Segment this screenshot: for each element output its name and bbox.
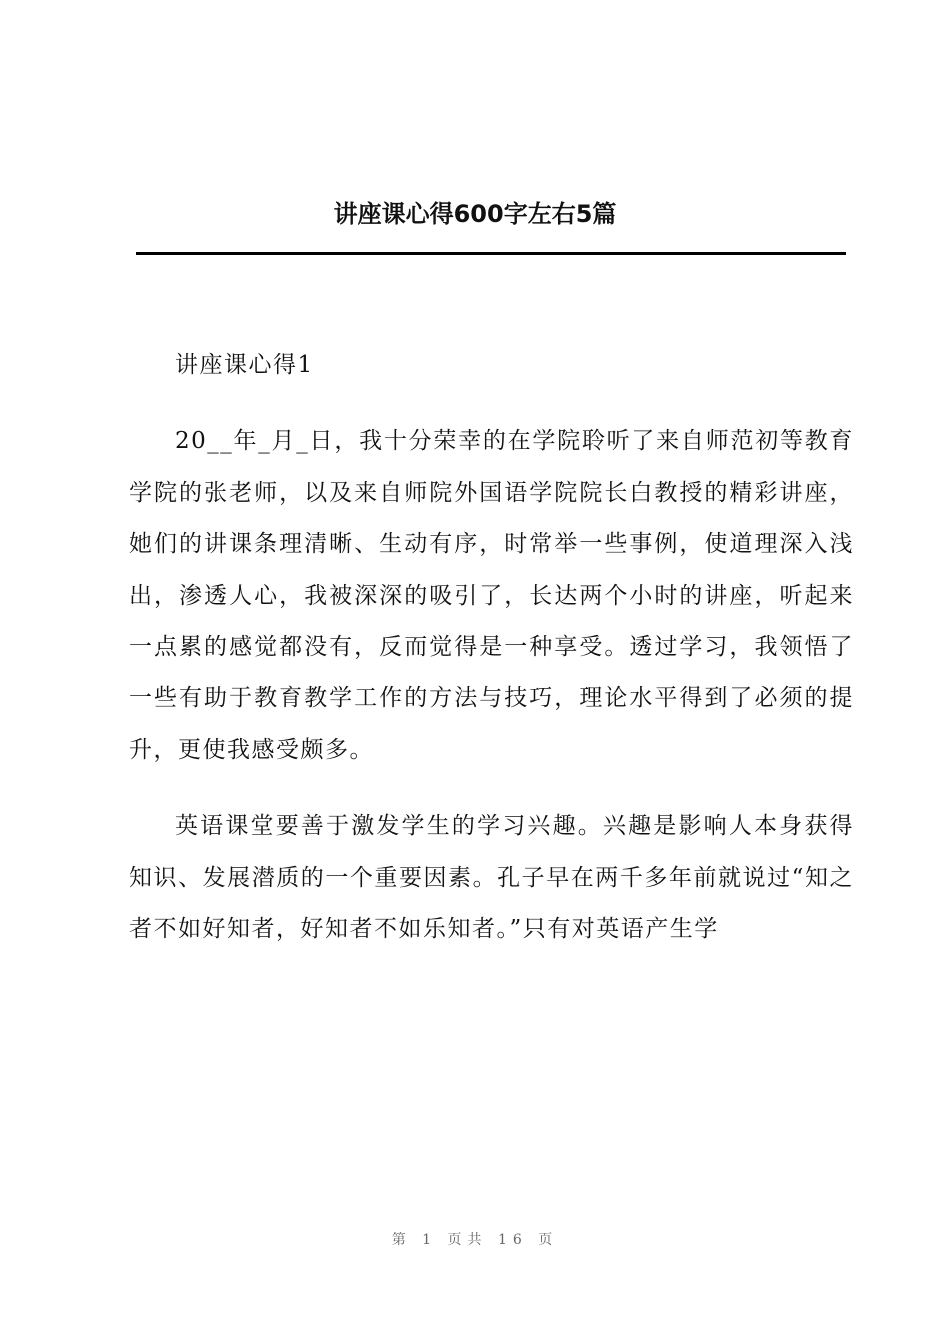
section-heading: 讲座课心得1 (175, 352, 314, 378)
document-body (129, 340, 854, 955)
document-title: 讲座课心得600字左右5篇 (333, 200, 617, 228)
title-underline (136, 252, 846, 255)
paragraph-1: 20__年_月_日，我十分荣幸的在学院聆听了来自师范初等教育学院的张老师，以及来自师院外国语学院院长白教授的精彩讲座，她们的讲课条理清晰、生动有序，时常举一些事例，使道理深入浅出，渗透人心，我被深深的吸引了，长达两个小时的讲座，听起来一点累的感觉都没有，反而觉得是一种享受。透过学习，我领悟了一些有助于教育教学工作的方法与技巧，理论水平得到了必须的提升，更使我感受颇多。 (129, 428, 854, 763)
paragraph-2: 英语课堂要善于激发学生的学习兴趣。兴趣是影响人本身获得知识、发展潜质的一个重要因素。孔子早在两千多年前就说过“知之者不如好知者，好知者不如乐知者。”只有对英语产生学 (129, 813, 854, 943)
page-number: 第 1 页共 16 页 (391, 1232, 559, 1248)
